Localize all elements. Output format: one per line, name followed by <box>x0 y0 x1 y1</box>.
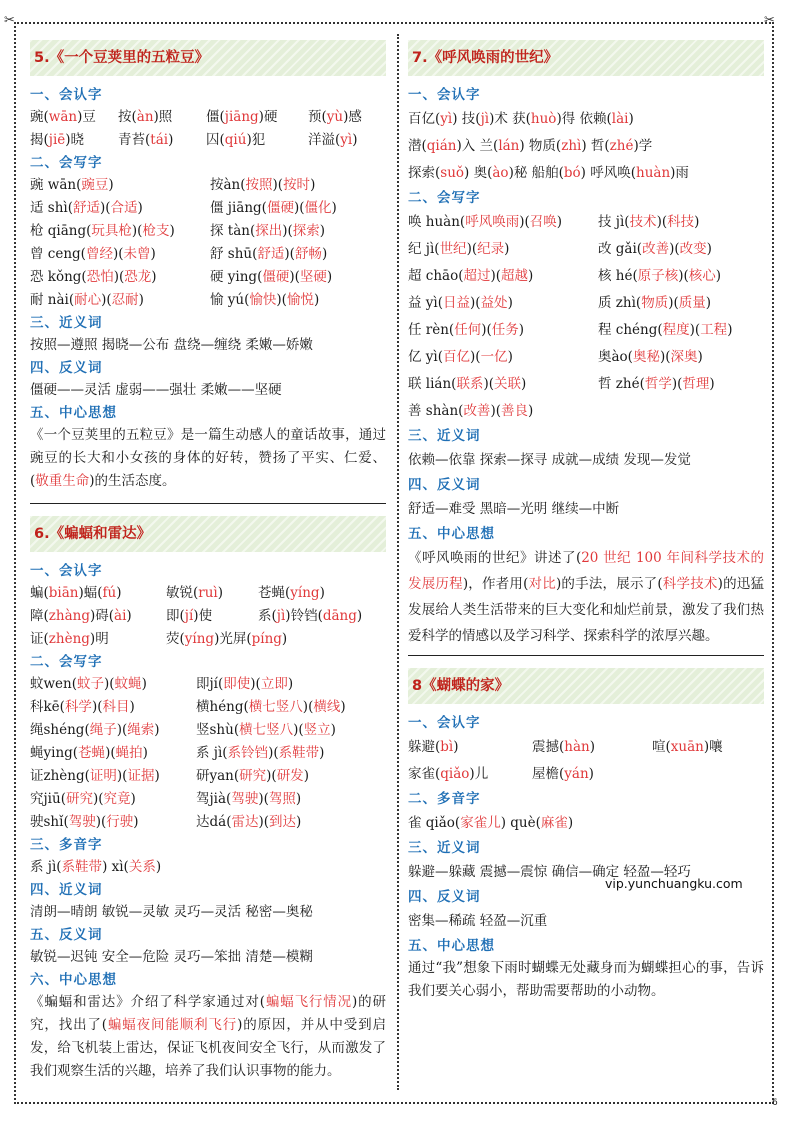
write-entry: 蚊wen(蚊子)(蚊蝇) <box>30 676 147 692</box>
write-entry: 达dá(雷达)(到达) <box>196 814 302 830</box>
antonyms: 舒适—难受 黑暗—光明 继续—中断 <box>408 501 620 517</box>
write-entry: 奥ào(奥秘)(深奥) <box>598 349 703 365</box>
subheading: 六、中心思想 <box>30 972 117 988</box>
subheading: 一、会认字 <box>30 563 103 579</box>
read-row: 蝙(biān)蝠(fú) 敏锐(ruì) 苍蝇(yíng) <box>30 585 325 601</box>
read-row: 揭(jiē)晓 青苔(tái) 囚(qiú)犯 洋溢(yì) <box>30 132 358 148</box>
write-entry: 探 tàn(探出)(探索) <box>210 223 326 239</box>
write-row <box>408 236 764 263</box>
lesson-title: 7.《呼风唤雨的世纪》 <box>408 40 764 76</box>
subheading: 二、多音字 <box>408 791 481 807</box>
write-entry: 愉 yú(愉快)(愉悦) <box>210 292 320 308</box>
write-entry: 恐 kǒng(恐怕)(恐龙) <box>30 269 157 285</box>
write-entry: 舒 shū(舒适)(舒畅) <box>210 246 328 262</box>
write-row <box>30 243 386 266</box>
subheading: 一、会认字 <box>408 87 481 103</box>
write-entry: 核 hé(原子核)(核心) <box>598 268 722 284</box>
write-entry: 即jí(即使)(立即) <box>196 676 294 692</box>
write-row <box>30 719 386 742</box>
read-row: 豌(wān)豆 按(àn)照 僵(jiāng)硬 预(yù)感 <box>30 109 362 125</box>
write-entry: 枪 qiāng(玩具枪)(枪支) <box>30 223 175 239</box>
write-row <box>30 266 386 289</box>
subheading: 五、中心思想 <box>408 526 495 542</box>
watermark: vip.yunchuangku.com <box>605 876 743 891</box>
write-entry: 硬 ying(僵硬)(坚硬) <box>210 269 333 285</box>
write-entry: 驶shǐ(驾驶)(行驶) <box>30 814 139 830</box>
write-entry: 驾jià(驾驶)(驾照) <box>196 791 302 807</box>
subheading: 四、近义词 <box>30 882 103 898</box>
read-row: 证(zhèng)明 荧(yíng)光屏(píng) <box>30 631 288 647</box>
write-entry: 益 yì(日益)(益处) <box>408 295 513 311</box>
subheading: 二、会写字 <box>30 155 103 171</box>
synonyms: 躲避—躲藏 震撼—震惊 确信—确定 轻盈—轻巧 <box>408 864 691 880</box>
antonyms: 敏锐—迟钝 安全—危险 灵巧—笨拙 清楚—模糊 <box>30 949 313 965</box>
write-row <box>408 317 764 344</box>
write-entry: 适 shì(舒适)(合适) <box>30 200 143 216</box>
write-row <box>408 290 764 317</box>
synonyms: 按照—遵照 揭晓—公布 盘绕—缠绕 柔嫩—娇嫩 <box>30 337 313 353</box>
central-idea: 通过“我”想象下雨时蝴蝶无处藏身而为蝴蝶担心的事，告诉我们要关心弱小，帮助需要帮助的小动物。 <box>408 960 764 999</box>
scissors-icon: ✂ <box>4 13 15 28</box>
read-row: 躲避(bì) 震撼(hàn) 喧(xuān)嚷 <box>408 739 723 755</box>
lesson-title: 6.《蝙蝠和雷达》 <box>30 516 386 552</box>
subheading: 四、反义词 <box>30 360 103 376</box>
write-entry: 按àn(按照)(按时) <box>210 177 316 193</box>
write-entry: 研yan(研究)(研发) <box>196 768 309 784</box>
subheading: 三、多音字 <box>30 837 103 853</box>
write-entry: 系 jì(系铃铛)(系鞋带) <box>196 745 325 761</box>
write-entry: 超 chāo(超过)(超越) <box>408 268 534 284</box>
write-entry: 曾 ceng(曾经)(未曾) <box>30 246 156 262</box>
write-entry: 亿 yì(百亿)(一亿) <box>408 349 513 365</box>
write-entry: 耐 nài(耐心)(忍耐) <box>30 292 144 308</box>
central-idea: 《一个豆荚里的五粒豆》是一篇生动感人的童话故事，通过豌豆的长大和小女孩的身体的好转，赞扬了平实、仁爱、(敬重生命)的生活态度。 <box>30 427 386 489</box>
antonyms: 密集—稀疏 轻盈—沉重 <box>408 913 548 929</box>
synonyms: 依赖—依靠 探索—探寻 成就—成绩 发现—发觉 <box>408 452 691 468</box>
write-entry: 善 shàn(改善)(善良) <box>408 403 534 419</box>
write-row <box>408 263 764 290</box>
write-row <box>408 344 764 371</box>
column-divider <box>397 34 399 1090</box>
write-entry: 竖shù(横七竖八)(竖立) <box>196 722 336 738</box>
write-entry: 质 zhì(物质)(质量) <box>598 295 712 311</box>
write-row <box>30 811 386 834</box>
read-row: 百亿(yì) 技(jì)术 获(huò)得 依赖(lài) <box>408 111 634 127</box>
write-row <box>30 174 386 197</box>
write-entry: 横héng(横七竖八)(横线) <box>196 699 346 715</box>
subheading: 四、反义词 <box>408 477 481 493</box>
write-entry: 技 jì(技术)(科技) <box>598 214 700 230</box>
write-entry: 科kē(科学)(科目) <box>30 699 135 715</box>
subheading: 二、会写字 <box>30 654 103 670</box>
subheading: 三、近义词 <box>408 428 481 444</box>
left-column <box>30 40 386 1083</box>
write-entry: 改 gǎi(改善)(改变) <box>598 241 712 257</box>
subheading: 五、中心思想 <box>408 938 495 954</box>
central-idea: 《蝙蝠和雷达》介绍了科学家通过对(蝙蝠飞行情况)的研究，找出了(蝙蝠夜间能顺利飞行)的原因，并从中受到启发，给飞机装上雷达，保证飞机夜间安全飞行，从而激发了我们观察生活的兴趣，培养了我们认识事物的能力。 <box>30 994 386 1079</box>
write-entry: 蝇ying(苍蝇)(蝇拍) <box>30 745 148 761</box>
write-row <box>30 765 386 788</box>
write-row <box>30 197 386 220</box>
write-row <box>30 696 386 719</box>
write-row <box>30 220 386 243</box>
central-idea: 《呼风唤雨的世纪》讲述了(20 世纪 100 年间科学技术的发展历程)，作者用(对比)的手法，展示了(科学技术)的迅猛发展给人类生活带来的巨大变化和灿烂前景，激发了我们热爱科学的情感以及学习科学、探索科学的浓厚兴趣。 <box>408 550 764 644</box>
write-entry: 程 chéng(程度)(工程) <box>598 322 733 338</box>
read-row: 探索(suǒ) 奥(ào)秘 船舶(bó) 呼风唤(huàn)雨 <box>408 165 689 181</box>
subheading: 五、中心思想 <box>30 405 117 421</box>
scissors-icon: ✂ <box>764 13 775 28</box>
write-entry: 绳shéng(绳子)(绳索) <box>30 722 160 738</box>
write-list <box>30 174 386 312</box>
write-list <box>408 209 764 425</box>
polyphone: 雀 qiǎo(家雀儿) què(麻雀) <box>408 815 574 831</box>
synonyms: 清朗—晴朗 敏锐—灵敏 灵巧—灵活 秘密—奥秘 <box>30 904 313 920</box>
write-row <box>408 398 764 425</box>
read-row: 障(zhàng)碍(ài) 即(jí)使 系(jì)铃铛(dāng) <box>30 608 363 624</box>
subheading: 五、反义词 <box>30 927 103 943</box>
subheading: 四、反义词 <box>408 889 481 905</box>
write-entry: 证zhèng(证明)(证据) <box>30 768 160 784</box>
write-entry: 唤 huàn(呼风唤雨)(召唤) <box>408 214 563 230</box>
write-entry: 究jiū(研究)(究竟) <box>30 791 136 807</box>
write-row <box>30 742 386 765</box>
write-entry: 僵 jiāng(僵硬)(僵化) <box>210 200 337 216</box>
section-divider <box>408 655 764 656</box>
lesson-title: 5.《一个豆荚里的五粒豆》 <box>30 40 386 76</box>
read-row: 潜(qián)入 兰(lán) 物质(zhì) 哲(zhé)学 <box>408 138 653 154</box>
read-row: 家雀(qiǎo)儿 屋檐(yán) <box>408 766 594 782</box>
section-divider <box>30 503 386 504</box>
write-row <box>408 209 764 236</box>
write-row <box>30 673 386 696</box>
page-number: 6 <box>772 1098 778 1108</box>
write-entry: 哲 zhé(哲学)(哲理) <box>598 376 715 392</box>
write-entry: 联 lián(联系)(关联) <box>408 376 527 392</box>
write-row <box>408 371 764 398</box>
subheading: 一、会认字 <box>408 715 481 731</box>
subheading: 三、近义词 <box>408 840 481 856</box>
write-entry: 豌 wān(豌豆) <box>30 177 114 193</box>
subheading: 一、会认字 <box>30 87 103 103</box>
polyphone: 系 jì(系鞋带) xì(关系) <box>30 859 162 875</box>
write-entry: 纪 jì(世纪)(纪录) <box>408 241 510 257</box>
right-column <box>408 40 764 1003</box>
subheading: 三、近义词 <box>30 315 103 331</box>
subheading: 二、会写字 <box>408 190 481 206</box>
antonyms: 僵硬——灵活 虚弱——强壮 柔嫩——坚硬 <box>30 382 282 398</box>
write-list <box>30 673 386 834</box>
write-row <box>30 289 386 312</box>
write-row <box>30 788 386 811</box>
lesson-title: 8《蝴蝶的家》 <box>408 668 764 704</box>
write-entry: 任 rèn(任何)(任务) <box>408 322 525 338</box>
